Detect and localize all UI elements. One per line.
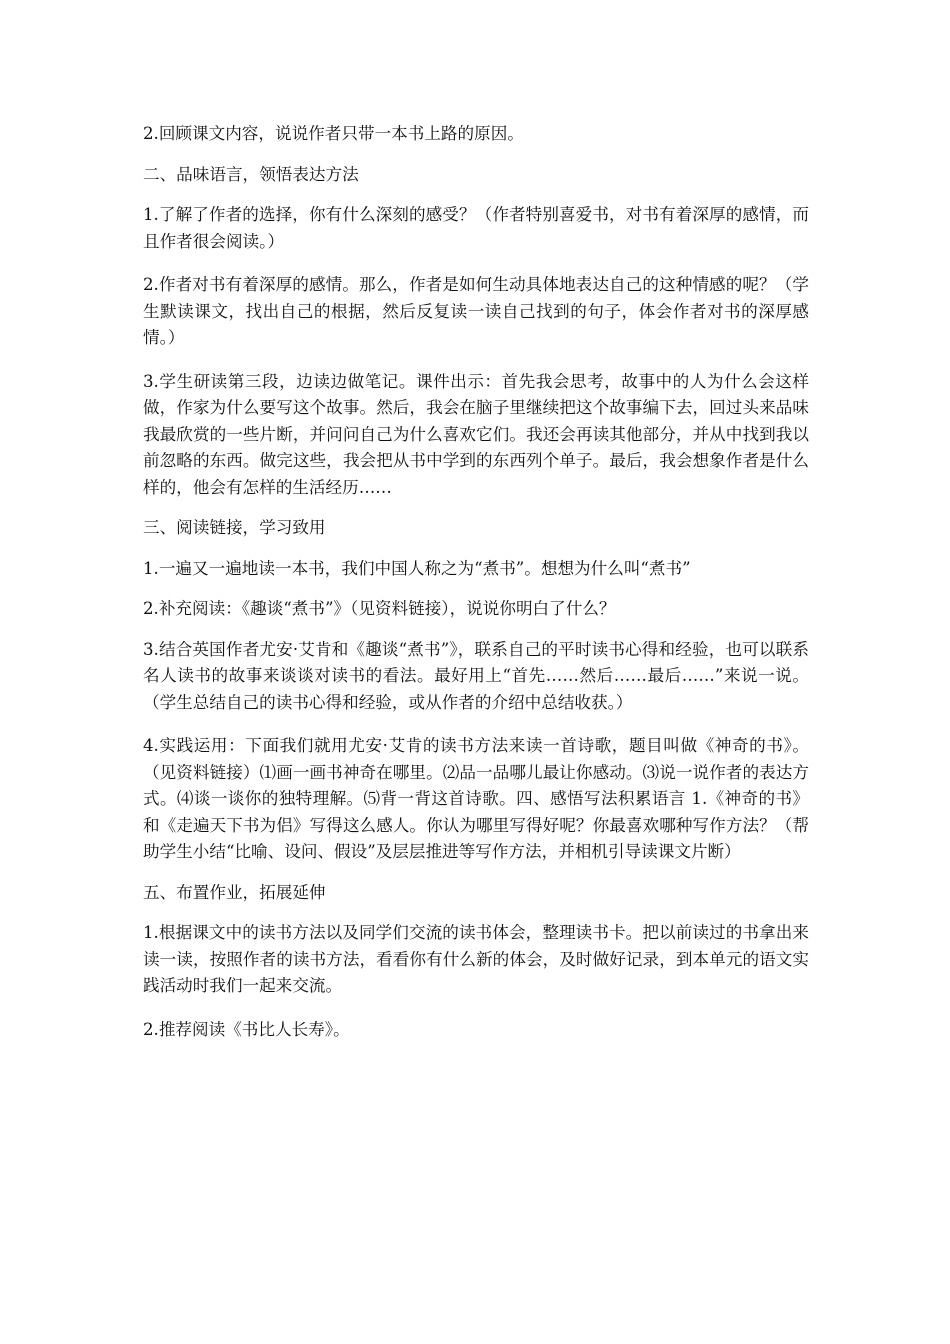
paragraph-3-combine: 3.结合英国作者尤安·艾肯和《趣谈“煮书”》，联系自己的平时读书心得和经验，也可以联系名人读书的故事来谈谈对读书的看法。最好用上“首先……然后……最后……”来说一说。（学生总结自己的读书心得和经验，或从作者的介绍中总结收获。） <box>143 639 809 712</box>
paragraph-2-supplement: 2.补充阅读：《趣谈“煮书”》（见资料链接），说说你明白了什么？ <box>143 599 616 618</box>
paragraph-1-feeling: 1.了解了作者的选择，你有什么深刻的感受？（作者特别喜爱书，对书有着深厚的感情，而且作者很会阅读。） <box>143 205 809 251</box>
section-heading-5: 五、布置作业，拓展延伸 <box>143 882 326 902</box>
paragraph-2-recommend: 2.推荐阅读《书比人长寿》。 <box>143 1019 350 1039</box>
paragraph-3-study: 3.学生研读第三段，边读边做笔记。课件出示：首先我会思考，故事中的人为什么会这样做，作家为什么要写这个故事。然后，我会在脑子里继续把这个故事编下去，回过头来品味我最欣赏的一些片断，并问问自己为什么喜欢它们。我还会再读其他部分，并从中找到我以前忽略的东西。做完这些，我会把从书中学到的东西列个单子。最后，我会想象作者是什么样的，他会有怎样的生活经历…… <box>143 371 809 497</box>
paragraph-2-review: 2.回顾课文内容，说说作者只带一本书上路的原因。 <box>143 124 524 143</box>
document-body <box>143 121 809 1043</box>
paragraph-4-practice: 4.实践运用：下面我们就用尤安·艾肯的读书方法来读一首诗歌，题目叫做《神奇的书》。（见资料链接）⑴画一画书神奇在哪里。⑵品一品哪儿最让你感动。⑶说一说作者的表达方式。⑷谈一谈你的独特理解。⑸背一背这首诗歌。四、感悟写法积累语言 1.《神奇的书》和《走遍天下书为侣》写得这么感人。你认为哪里写得好呢？你最喜欢哪种写作方法？（帮助学生小结“比喻、设问、假设”及层层推进等写作方法，并相机引导读课文片断） <box>143 736 809 861</box>
paragraph-1-zhushu: 1.一遍又一遍地读一本书，我们中国人称之为“煮书”。想想为什么叫“煮书” <box>143 558 691 578</box>
paragraph-1-homework: 1.根据课文中的读书方法以及同学们交流的读书体会，整理读书卡。把以前读过的书拿出来读一读，按照作者的读书方法，看看你有什么新的体会，及时做好记录，到本单元的语文实践活动时我们一起来交流。 <box>143 923 809 995</box>
section-heading-2: 二、品味语言，领悟表达方法 <box>143 164 359 184</box>
section-heading-3: 三、阅读链接，学习致用 <box>143 518 326 537</box>
paragraph-2-emotion: 2.作者对书有着深厚的感情。那么，作者是如何生动具体地表达自己的这种情感的呢？（学生默读课文，找出自己的根据，然后反复读一读自己找到的句子，体会作者对书的深厚感情。） <box>143 275 809 347</box>
